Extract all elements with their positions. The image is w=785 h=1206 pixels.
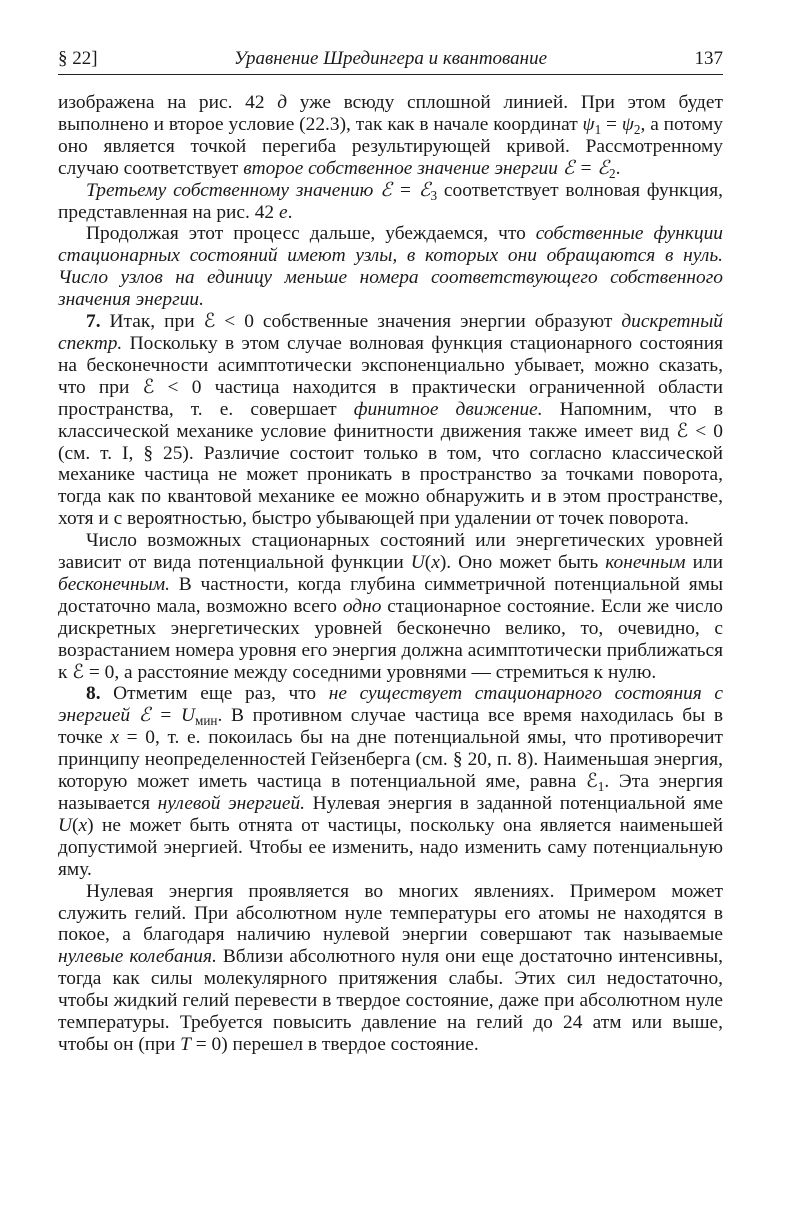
paragraph — [58, 683, 723, 880]
subscript: 2 — [609, 165, 616, 181]
text-run: стационарное состояние. Если же число дискретных энергетических уровней бесконечно велико, то, очевидно, с возрастанием номера уровня его энергия должна асимптотически приближаться к ℰ = 0, а расстояние между соседними уровнями — стремиться к нулю. — [58, 595, 723, 683]
emphasis-text: U — [58, 814, 73, 836]
subscript: 1 — [594, 121, 602, 137]
emphasis-text: нулевые колебания. — [58, 946, 217, 968]
text-run: не может быть отнята от частицы, поскольку она является наименьшей допустимой энергией. Чтобы ее изменить, надо изменить саму потенциальную яму. — [58, 814, 723, 880]
text-run: Напомним, что в классической механике условие финитности движения также имеет вид ℰ < 0 (см. т. I, § 25). Различие состоит только в том, что согласно классической механике частица не может проникать в пространство за точками поворота, тогда как по квантовой механике ее можно обнаружить и в этом пространстве, хотя и с вероятностью, быстро убывающей при удалении от точек поворота. — [58, 398, 723, 530]
emphasis-text: ψ — [621, 113, 634, 135]
emphasis-text: дискретный спектр. — [58, 311, 723, 354]
paragraph — [58, 223, 723, 311]
subscript: 2 — [633, 121, 641, 137]
text-run: уже всюду сплошной линией. При этом будет выполнено и второе условие (22.3), так как в начале координат — [58, 92, 723, 135]
text-run: = — [601, 113, 622, 135]
body-text — [58, 92, 723, 1056]
emphasis-text: x — [431, 552, 440, 574]
text-run: . Эта энергия называется — [58, 771, 723, 814]
emphasis-text: ψ — [582, 113, 595, 135]
emphasis-text: бесконечным. — [58, 573, 170, 595]
item-number: 7. — [86, 311, 101, 333]
text-run: или — [685, 552, 724, 574]
paragraph — [58, 311, 723, 530]
text-run: ). Оно может быть — [439, 552, 606, 574]
text-run: = 0, т. е. покоилась бы на дне потенциальной ямы, что противоречит принципу неопределенностей Гейзенберга (см. § 20, п. 8). Наименьшая энергия, которую может иметь частица в потенциальной яме, равна ℰ — [58, 727, 723, 793]
text-run: Продолжая этот процесс дальше, убеждаемся, что — [86, 223, 536, 245]
emphasis-text: конечным — [605, 552, 686, 574]
text-run: . — [615, 157, 621, 179]
paragraph — [58, 530, 723, 683]
subscript: 1 — [597, 779, 605, 795]
text-run: Вблизи абсолютного нуля они еще достаточно интенсивны, тогда как силы молекулярного притяжения слабы. Этих сил недостаточно, чтобы жидкий гелий перевести в твердое состояние, даже при абсолютном нуле температуры. Требуется повысить давление на гелий до 24 атм или выше, чтобы он (при — [58, 946, 723, 1055]
emphasis-text: U — [410, 552, 425, 574]
subscript: мин — [194, 713, 218, 729]
emphasis-text: x — [110, 727, 119, 749]
text-run: В частности, когда глубина симметричной потенциальной ямы достаточно мала, возможно всего — [58, 573, 723, 617]
emphasis-text: Третьему собственному значению ℰ = ℰ — [86, 179, 431, 201]
text-run: Нулевая энергия проявляется во многих явлениях. Примером может служить гелий. При абсолютном нуле температуры его атомы не находятся в покое, а благодаря наличию нулевой энергии совершают так называемые — [58, 880, 723, 946]
emphasis-text: финитное движение. — [353, 398, 543, 420]
item-number: 8. — [86, 683, 101, 705]
section-marker: § 22] — [58, 48, 98, 69]
emphasis-text: одно — [342, 595, 382, 617]
text-run: = 0) перешел в твердое состояние. — [190, 1033, 479, 1055]
running-title: Уравнение Шредингера и квантование — [233, 48, 548, 69]
text-run: , а потому оно является точкой перегиба результирующей кривой. Рассмотренному случаю соответствует — [58, 113, 723, 179]
text-run: Число возможных стационарных состояний или энергетических уровней зависит от вида потенциальной функции — [58, 530, 723, 574]
emphasis-text: собственные функции стационарных состояний имеют узлы, в которых они обращаются в нуль. Число узлов на единицу меньше номера соответствующего собственного значения энергии. — [58, 223, 723, 311]
text-run: изображена на рис. 42 — [58, 92, 278, 113]
text-run: ( — [72, 814, 79, 836]
emphasis-text: T — [180, 1033, 191, 1055]
emphasis-text: второе собственное значение энергии ℰ = ℰ — [243, 157, 610, 179]
paragraph — [58, 881, 723, 1056]
text-run: соответствует волновая функция, представленная на рис. 42 — [58, 179, 724, 223]
emphasis-text: не существует стационарного состояния с энергией ℰ = U — [58, 683, 723, 727]
running-header — [58, 44, 723, 75]
text-run: Нулевая энергия в заданной потенциальной яме — [305, 793, 724, 814]
text-run: Отметим еще раз, что — [100, 683, 329, 705]
text-run: Итак, при ℰ < 0 собственные значения энергии образуют — [100, 311, 622, 333]
text-run: Поскольку в этом случае волновая функция стационарного состояния на бесконечности асимптотически экспоненциально убывает, можно сказать, что при ℰ < 0 частица находится в практически ограниченной области пространства, т. е. совершает — [58, 332, 723, 420]
page-number: 137 — [694, 48, 723, 69]
paragraph — [58, 180, 723, 224]
text-run: . — [287, 201, 293, 223]
text-run: . В противном случае частица все время находилась бы в точке — [58, 705, 723, 749]
subscript: 3 — [430, 187, 438, 203]
paragraph — [58, 92, 723, 180]
emphasis-text: д — [277, 92, 288, 113]
emphasis-text: е — [278, 201, 288, 223]
text-run: ) — [87, 814, 94, 836]
emphasis-text: x — [78, 814, 88, 836]
text-run: ( — [424, 552, 432, 574]
emphasis-text: нулевой энергией. — [157, 793, 306, 814]
